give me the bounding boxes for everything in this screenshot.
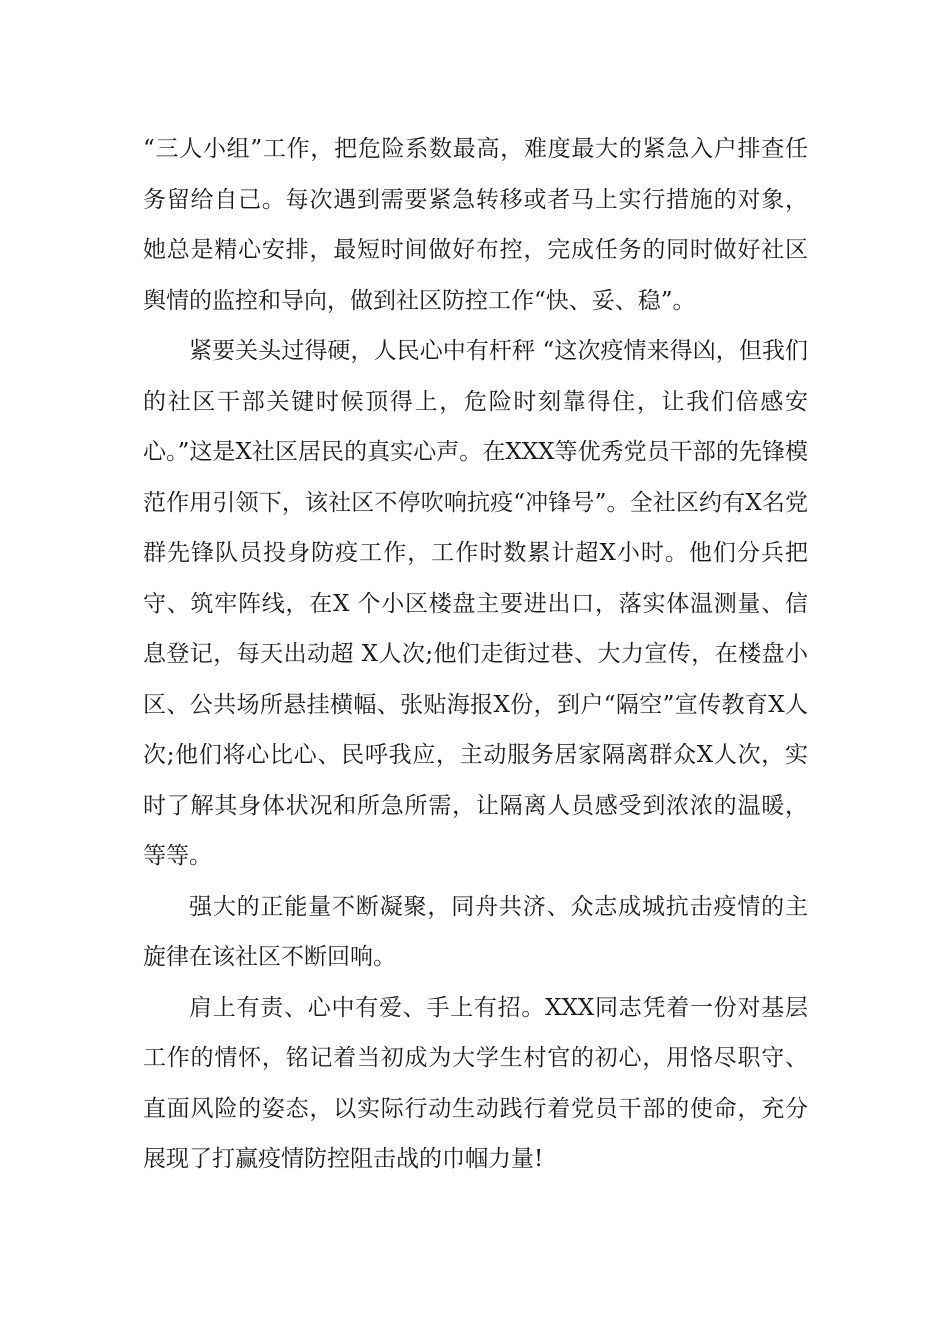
paragraph-2: 紧要关头过得硬，人民心中有杆秤 “这次疫情来得凶，但我们的社区干部关键时候顶得上，危险时刻靠得住，让我们倍感安心。”这是X社区居民的真实心声。在XXX等优秀党员干部的先锋模范作用引领下，该社区不停吹响抗疫“冲锋号”。全社区约有X名党群先锋队员投身防疫工作，工作时数累计超X小时。他们分兵把守、筑牢阵线，在X 个小区楼盘主要进出口，落实体温测量、信息登记，每天出动超 X人次;他们走街过巷、大力宣传，在楼盘小区、公共场所悬挂横幅、张贴海报X份，到户“隔空”宣传教育X人次;他们将心比心、民呼我应，主动服务居家隔离群众X人次，实时了解其身体状况和所急所需，让隔离人员感受到浓浓的温暖，等等。 [143, 338, 808, 869]
paragraph-3: 强大的正能量不断凝聚，同舟共济、众志成城抗击疫情的主旋律在该社区不断回响。 [143, 893, 808, 970]
paragraph-1: “三人小组”工作，把危险系数最高，难度最大的紧急入户排查任务留给自己。每次遇到需要紧急转移或者马上实行措施的对象，她总是精心安排，最短时间做好布控，完成任务的同时做好社区舆情的监控和导向，做到社区防控工作“快、妥、稳”。 [143, 136, 808, 314]
document-body [143, 124, 808, 1185]
paragraph-4: 肩上有责、心中有爱、手上有招。XXX同志凭着一份对基层工作的情怀，铭记着当初成为大学生村官的初心，用恪尽职守、直面风险的姿态，以实际行动生动践行着党员干部的使命，充分展现了打赢疫情防控阻击战的巾帼力量! [143, 994, 808, 1172]
